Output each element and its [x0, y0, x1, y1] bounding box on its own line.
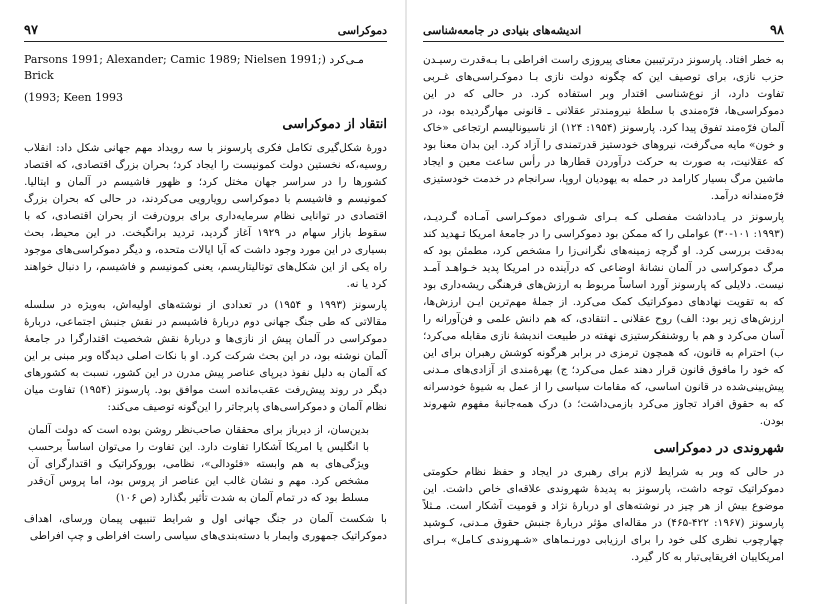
body-paragraph: به خطر افتاد. پارسونز درترتیبین معنای پیروزی راست افراطی بـا بـه‌قدرت رسیـدن حزب نازی، برای توصیف این که چگونه دولت نازی بـا دموکـراسی‌های غـربی تفاوت دارد، از نوع‌شناسی اقتدار وبر استفاده کرد. در حالی که در این دموکراسی‌ها، فرّه‌مندی با سلطهٔ نیرومندتر عقلانی ـ قانونی مهارگردیده بود، در آلمان فرّه‌مند تفوق پیدا کرد. پارسونز (۱۹۵۴: ۱۲۴) از ناسیونالیسم ارتجاعی «خاک و خون» مایه می‌گرفت، نیروهای خودستیز قدرتمندی را آزاد کرد. این بدان معنا بود که عقلانیت، به صورت به حرکت درآوردن قطارها در رأس ساعت معین و ایجاد ماشین مرگ بسیار کارامد در حمله به یهودیان اروپا، سرانجام در خدمت خودستیزی فرّه‌مندانه درآمد. [423, 54, 785, 202]
running-title: اندیشه‌های بنیادی در جامعه‌شناسی [423, 24, 582, 37]
body-paragraph: دورهٔ شکل‌گیری تکامل فکری پارسونز با سه رویداد مهم جهانی شکل داد: انقلاب روسیه،که نخستین دولت کمونیست را ایجاد کرد؛ بحران بزرگ اقتصادی، که اقتصاد کشورها را در سراسر جهان مختل کرد؛ و ظهور فاشیسم در آلمان و ایتالیا. کمونیسم و فاشیسم با دموکراسی رویارویی می‌کردند، در حالی که بحران بزرگ اقتصادی در توانایی نظام سرمایه‌داری برای برون‌رفت از بحران اقتصادی، که با سقوط بازار سهام در ۱۹۲۹ آغاز گردید، تردید برانگیخت. در این محیط، بحث بسیاری در این مورد وجود داشت که آیا ایالات متحده، و دیگر دموکراسی‌های موجود راه یکی از این شکل‌های توتالیتاریسم، یعنی کمونیسم و فاشیسم، را دنبال خواهند کرد یا نه. [24, 142, 387, 290]
section-heading: شهروندی در دموکراسی [653, 441, 784, 456]
body-paragraph: با شکست آلمان در جنگ جهانی اول و شرایط تنبیهی پیمان ورسای، اهداف دموکراتیک جمهوری وایمار با دسته‌بندی‌های سیاسی راست افراطی و چپ افراطی [24, 513, 387, 542]
body-paragraph: پارسونز در یـادداشت مفصلی کـه بـرای شـورای دموکـراسی آمـاده گـردیـد، (۱۹۹۳: ۱۰۱-۳۰) عواملی را که ممکن بود دموکراسی را در جامعهٔ امریکا تـهدید کند به‌دقت بررسی کرد. او گرچه زمینه‌های نگرانی‌زا را مشخص کرد، مطمئن بود که مرگ دموکراسی در آلمان نشانهٔ اوضاعی که درآینده در امریکا پدید خـواهـد آمـد نیست. دلایلی که پارسونز آورد اساساً مربوط به ارزش‌های فرهنگی ریشه‌داری بود که به تقویت نهادهای دموکراتیک کمک می‌کرد. از جملهٔ مهم‌ترین ایـن ارزش‌ها، ارزش‌های زیر بود: الف) روح عقلانی ـ انتقادی، که هم دانش علمی و فن‌آورانه را آسان می‌کرد و هم با روشنفکرستیزی نهفته در طبیعت اندیشهٔ نازی مقابله می‌کرد؛ ب) احترام به قانون، که همچون ترمزی در برابر هرگونه کوشش رهبران برای این که خود را مافوق قانون قرار دهند عمل می‌کرد؛ ج) بهرهٔ‌مندی از آزادی‌های مـدنی پیش‌بینی‌شده در قانون اساسی، که مقامات سیاسی را از عمل به شیوهٔ خودسرانه که به حقوق افراد تجاوز می‌کرد بازمی‌داشت؛ د) درک همه‌جانبهٔ مفهوم شهروند بودن. [423, 211, 785, 427]
citation-line: مـی‌کرد (Parsons 1991; Alexander; Camic 1989; Nielsen 1991; Brick [24, 53, 364, 82]
section-heading: انتقاد از دموکراسی [282, 117, 387, 132]
right-page [407, 0, 814, 604]
page-number: ۹۸ [770, 23, 784, 38]
page-number: ۹۷ [24, 23, 38, 38]
citation-line: (1993; Keen 1993 [24, 91, 124, 104]
right-page-header [423, 24, 784, 42]
block-quote: بدین‌سان، از دیرباز برای محققان صاحب‌نظر روشن بوده است که دولت آلمان با انگلیس یا امریکا آشکارا تفاوت دارد. این تفاوت را می‌توان اساساً برحسب ویژگی‌های به هم وابسته «فئودالی»، نظامی، بوروکراتیک و اقتدارگرای آن مشخص کرد. مهم و نشان غالب این عناصر از پروس بود، اما پروس آن‌قدر مسلط بود که در تمام آلمان به شدت تأثیر بگذارد (ص ۱۰۶) [28, 424, 369, 504]
running-title: دموکراسی [337, 24, 387, 37]
body-paragraph: پارسونز (۱۹۹۳ و ۱۹۵۴) در تعدادی از نوشته‌های اولیه‌اش، به‌ویژه در سلسله مقالاتی که طی جنگ جهانی دوم دربارهٔ فاشیسم در نقش جنبش اجتماعی، دربارهٔ دموکراسی در آلمان پیش از نازی‌ها و دربارهٔ نقش شخصیت اقتدارگرا در جامعهٔ آلمان نوشته بود، در این بحث شرکت کرد. او با نکات اصلی دیدگاه وبر مبنی بر این که آلمان به دلیل نفوذ دیرپای عناصر پیش مدرن در این کشور، نسبت به کشورهای دیگر در روند پیش‌رفت عقب‌مانده است موافق بود. پارسونز (۱۹۵۴) تفاوت میان نظام آلمان و دموکراسی‌های پابرجاتر را این‌گونه توصیف می‌کند: [24, 299, 388, 413]
left-page-header [24, 24, 387, 42]
body-paragraph: در حالی که وبر به شرایط لازم برای رهبری در ایجاد و حفظ نظام حکومتی دموکراتیک توجه داشت، پارسونز به پدیدهٔ شهروندی علاقه‌ای خاص داشت. این موضوع بیش از هر چیز در نوشته‌های او دربارهٔ نژاد و قومیت آشکار است. مـثلاً پارسونز (۱۹۶۷: ۴۲۲-۴۶۵) در مقاله‌ای مؤثر دربارهٔ جنبش حقوق مـدنی، کـوشید چهارچوب نظری کلی خود را برای ارزیابی دورنـماهای «شـهروندی کـامل» بـرای امریکاییان افریقایی‌تبار به کار گیرد. [423, 466, 785, 563]
